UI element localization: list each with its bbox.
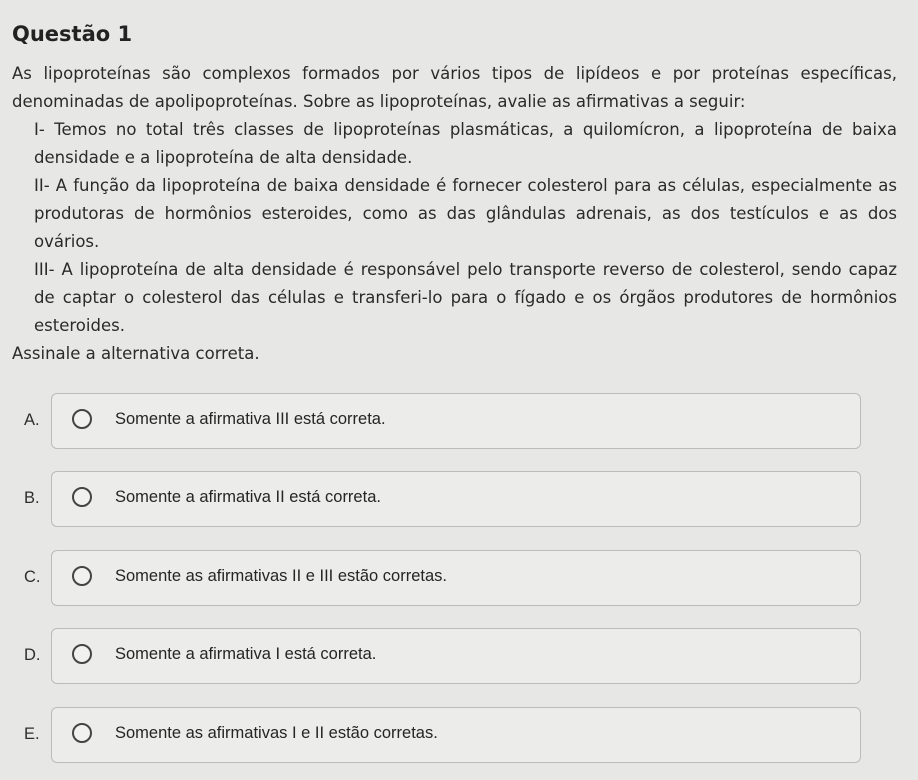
radio-icon[interactable]: [72, 409, 92, 429]
option-c-box[interactable]: [51, 550, 861, 606]
option-d-text: Somente a afirmativa I está correta.: [115, 645, 377, 663]
question-statement: As lipoproteínas são complexos formados por vários tipos de lipídeos e por proteínas específicas, denominadas de apolipoproteínas. Sobre as lipoproteínas, avalie as afirmativas a seguir:: [12, 64, 897, 111]
option-d[interactable]: [24, 628, 864, 686]
option-a-text: Somente a afirmativa III está correta.: [115, 410, 386, 428]
option-d-letter: D.: [24, 646, 41, 664]
question-block: [12, 22, 897, 368]
option-b-letter: B.: [24, 489, 40, 507]
option-c-text: Somente as afirmativas II e III estão corretas.: [115, 567, 447, 585]
radio-icon[interactable]: [72, 723, 92, 743]
statement-item-3: III- A lipoproteína de alta densidade é responsável pelo transporte reverso de colesterol, sendo capaz de captar o colesterol das células e transferi-lo para o fígado e os órgãos produtores de hormônios esteroides.: [34, 260, 897, 335]
option-e-box[interactable]: [51, 707, 861, 763]
question-title: Questão 1: [12, 22, 133, 46]
option-d-box[interactable]: [51, 628, 861, 684]
statement-item-2: II- A função da lipoproteína de baixa densidade é fornecer colesterol para as células, especialmente as produtoras de hormônios esteroides, como as das glândulas adrenais, as dos testículos e as dos ovários.: [34, 176, 897, 251]
option-e-text: Somente as afirmativas I e II estão corretas.: [115, 724, 438, 742]
radio-icon[interactable]: [72, 487, 92, 507]
option-b-box[interactable]: [51, 471, 861, 527]
option-e-letter: E.: [24, 725, 40, 743]
option-c-letter: C.: [24, 568, 41, 586]
option-e[interactable]: [24, 707, 864, 765]
option-a[interactable]: [24, 393, 864, 451]
option-b[interactable]: [24, 471, 864, 529]
question-prompt: Assinale a alternativa correta.: [12, 344, 260, 363]
option-a-box[interactable]: [51, 393, 861, 449]
radio-icon[interactable]: [72, 644, 92, 664]
radio-icon[interactable]: [72, 566, 92, 586]
statement-item-1: I- Temos no total três classes de lipoproteínas plasmáticas, a quilomícron, a lipoproteína de baixa densidade e a lipoproteína de alta densidade.: [34, 120, 897, 167]
option-b-text: Somente a afirmativa II está correta.: [115, 488, 381, 506]
option-a-letter: A.: [24, 411, 40, 429]
option-c[interactable]: [24, 550, 864, 608]
